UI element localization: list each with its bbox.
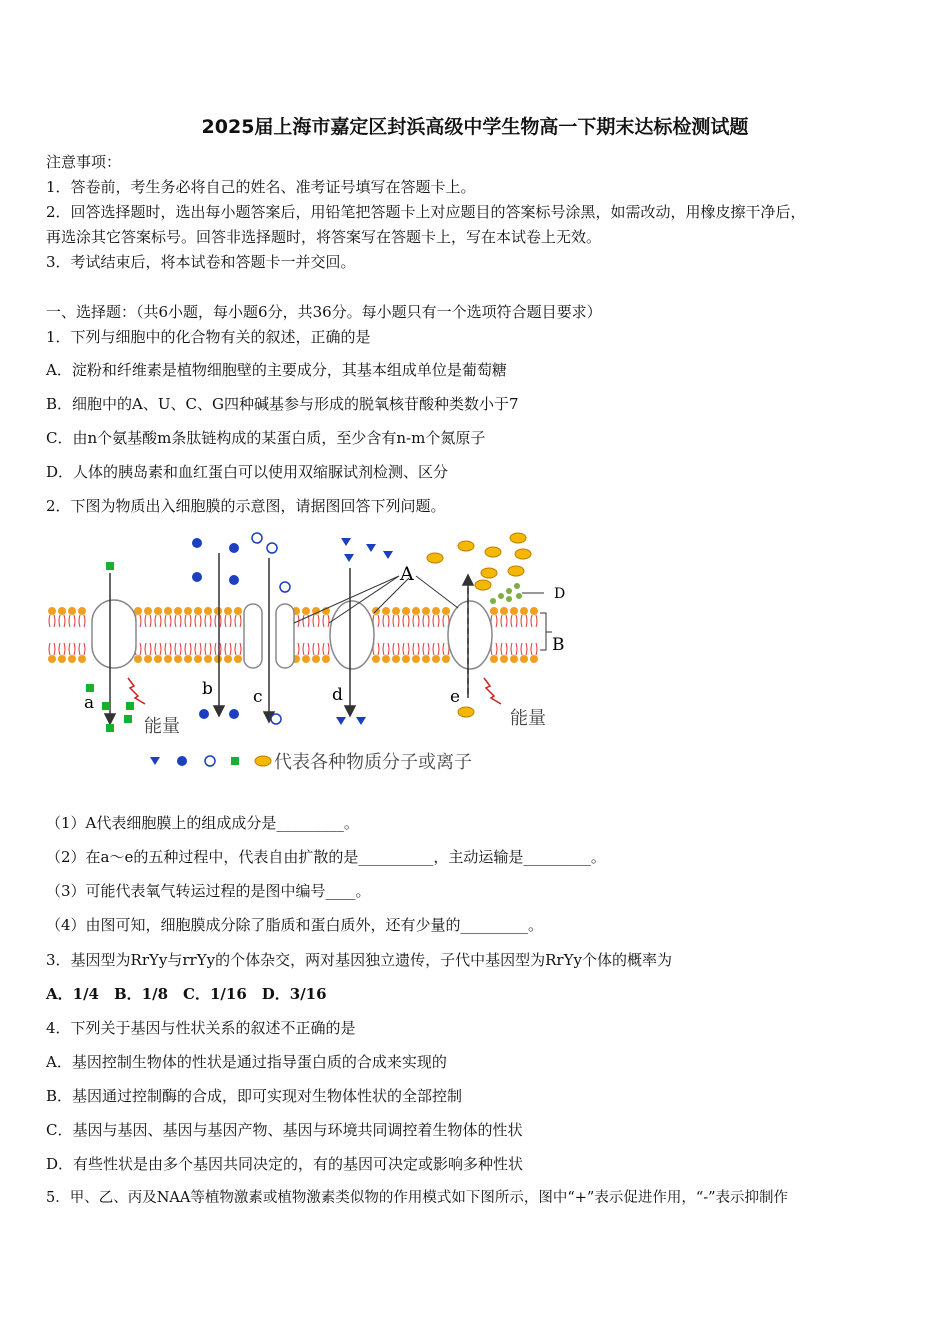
arrow-a xyxy=(105,714,115,724)
phospholipid-lower xyxy=(510,643,518,663)
question-1-option-b: B．细胞中的A、U、C、G四种碱基参与形成的脱氧核苷酸种类数小于7 xyxy=(46,395,519,413)
phospholipid-lower xyxy=(302,643,310,663)
phospholipid-upper xyxy=(422,607,430,627)
phospholipid-lower xyxy=(68,643,76,663)
phospholipid-lower xyxy=(164,643,172,663)
phospholipid-upper xyxy=(214,607,222,627)
phospholipid-lower xyxy=(520,643,528,663)
phospholipid-lower xyxy=(154,643,162,663)
legend-square-icon xyxy=(231,757,239,765)
phospholipid-upper xyxy=(412,607,420,627)
phospholipid-lower xyxy=(432,643,440,663)
phospholipid-upper xyxy=(68,607,76,627)
label-energy-right: 能量 xyxy=(510,708,546,729)
phospholipid-lower xyxy=(214,643,222,663)
legend-dot-icon xyxy=(177,756,187,766)
phospholipid-upper xyxy=(402,607,410,627)
phospholipid-lower xyxy=(392,643,400,663)
phospholipid-upper xyxy=(520,607,528,627)
question-2-sub-4: （4）由图可知，细胞膜成分除了脂质和蛋白质外，还有少量的_________。 xyxy=(46,916,544,934)
label-c: c xyxy=(253,687,263,707)
phospholipid-lower xyxy=(412,643,420,663)
phospholipid-upper xyxy=(154,607,162,627)
notice-item: 再选涂其它答案标号。回答非选择题时，将答案写在答题卡上，写在本试卷上无效。 xyxy=(46,228,602,246)
phospholipid-lower xyxy=(322,643,330,663)
phospholipid-upper xyxy=(144,607,152,627)
channel-protein-right xyxy=(276,604,294,668)
phospholipid-upper xyxy=(510,607,518,627)
question-2-sub-2: （2）在a～e的五种过程中，代表自由扩散的是__________，主动运输是_________。 xyxy=(46,848,606,866)
phospholipid-upper xyxy=(184,607,192,627)
phospholipid-upper xyxy=(312,607,320,627)
carrier-protein-e xyxy=(448,601,492,669)
phospholipid-lower xyxy=(194,643,202,663)
legend-hollow-circle-icon xyxy=(205,756,215,766)
label-energy-left: 能量 xyxy=(144,716,180,737)
notice-heading: 注意事项： xyxy=(46,153,122,171)
legend-triangle-icon xyxy=(150,757,160,765)
phospholipid-upper xyxy=(58,607,66,627)
question-3-options: A．1/4 B．1/8 C．1/16 D．3/16 xyxy=(46,985,327,1003)
question-1-stem: 1．下列与细胞中的化合物有关的叙述，正确的是 xyxy=(46,328,371,346)
label-D: D xyxy=(554,586,566,602)
phospholipid-lower xyxy=(530,643,538,663)
phospholipid-upper xyxy=(48,607,56,627)
phospholipid-upper xyxy=(194,607,202,627)
phospholipid-lower xyxy=(382,643,390,663)
phospholipid-lower xyxy=(184,643,192,663)
question-2-sub-3: （3）可能代表氧气转运过程的是图中编号____。 xyxy=(46,882,371,900)
phospholipid-upper xyxy=(530,607,538,627)
section-heading: 一、选择题：（共6小题，每小题6分，共36分。每小题只有一个选项符合题目要求） xyxy=(46,303,602,321)
phospholipid-lower xyxy=(174,643,182,663)
carrier-protein-d xyxy=(330,601,374,669)
question-3-stem: 3．基因型为RrYy与rrYy的个体杂交，两对基因独立遗传，子代中基因型为RrYy个体的概率为 xyxy=(46,951,672,969)
phospholipid-lower xyxy=(58,643,66,663)
phospholipid-upper xyxy=(500,607,508,627)
phospholipid-lower xyxy=(422,643,430,663)
carrier-protein-a xyxy=(92,600,136,668)
legend-ellipse-icon xyxy=(255,756,271,766)
phospholipid-lower xyxy=(312,643,320,663)
question-1-option-c: C．由n个氨基酸m条肽链构成的某蛋白质，至少含有n-m个氮原子 xyxy=(46,429,486,447)
phospholipid-upper xyxy=(224,607,232,627)
label-B: B xyxy=(552,635,565,655)
question-4-option-c: C．基因与基因、基因与基因产物、基因与环境共同调控着生物体的性状 xyxy=(46,1121,523,1139)
phospholipid-lower xyxy=(234,643,242,663)
figure-legend xyxy=(150,752,472,773)
phospholipid-upper xyxy=(302,607,310,627)
phospholipid-lower xyxy=(402,643,410,663)
energy-zigzag-left xyxy=(128,678,145,704)
phospholipid-lower xyxy=(204,643,212,663)
label-e: e xyxy=(450,687,461,707)
question-4-option-d: D．有些性状是由多个基因共同决定的，有的基因可决定或影响多种性状 xyxy=(46,1155,524,1173)
question-4-option-b: B．基因通过控制酶的合成，即可实现对生物体性状的全部控制 xyxy=(46,1087,463,1105)
label-d: d xyxy=(332,685,343,705)
phospholipid-lower xyxy=(78,643,86,663)
label-b: b xyxy=(202,679,213,699)
phospholipid-upper xyxy=(234,607,242,627)
glycoprotein-chain xyxy=(490,583,522,604)
question-1-option-d: D．人体的胰岛素和血红蛋白可以使用双缩脲试剂检测、区分 xyxy=(46,463,449,481)
phospholipid-upper xyxy=(78,607,86,627)
question-1-option-a: A．淀粉和纤维素是植物细胞壁的主要成分，其基本组成单位是葡萄糖 xyxy=(46,361,507,379)
label-A: A xyxy=(400,563,414,585)
question-5-stem: 5．甲、乙、丙及NAA等植物激素或植物激素类似物的作用模式如下图所示，图中“+”表示促进作用，“-”表示抑制作 xyxy=(46,1190,789,1206)
membrane-transport-figure xyxy=(44,528,604,778)
phospholipid-upper xyxy=(392,607,400,627)
phospholipid-lower xyxy=(144,643,152,663)
question-2-sub-1: （1）A代表细胞膜上的组成成分是_________。 xyxy=(46,814,359,832)
arrow-e xyxy=(463,575,473,585)
phospholipid-lower xyxy=(224,643,232,663)
notice-item: 3．考试结束后，将本试卷和答题卡一并交回。 xyxy=(46,253,356,271)
label-a: a xyxy=(84,693,95,713)
phospholipid-upper xyxy=(174,607,182,627)
notice-item: 2．回答选择题时，选出每小题答案后，用铅笔把答题卡上对应题目的答案标号涂黑，如需改动，用橡皮擦干净后， xyxy=(46,203,806,221)
phospholipid-lower xyxy=(500,643,508,663)
blue-dot-molecules xyxy=(192,538,239,719)
legend-text: 代表各种物质分子或离子 xyxy=(274,752,472,773)
arrow-b xyxy=(214,706,224,716)
arrow-d xyxy=(345,706,355,716)
question-2-stem: 2．下图为物质出入细胞膜的示意图，请据图回答下列问题。 xyxy=(46,497,446,515)
question-4-stem: 4．下列关于基因与性状关系的叙述不正确的是 xyxy=(46,1019,356,1037)
phospholipid-upper xyxy=(164,607,172,627)
phospholipid-upper xyxy=(382,607,390,627)
question-4-option-a: A．基因控制生物体的性状是通过指导蛋白质的合成来实现的 xyxy=(46,1053,447,1071)
energy-zigzag-right xyxy=(484,678,501,704)
phospholipid-upper xyxy=(432,607,440,627)
channel-protein-left xyxy=(244,604,262,668)
phospholipid-upper xyxy=(204,607,212,627)
notice-item: 1．答卷前，考生务必将自己的姓名、准考证号填写在答题卡上。 xyxy=(46,178,476,196)
exam-title: 2025届上海市嘉定区封浜高级中学生物高一下期末达标检测试题 xyxy=(201,116,749,138)
phospholipid-lower xyxy=(48,643,56,663)
